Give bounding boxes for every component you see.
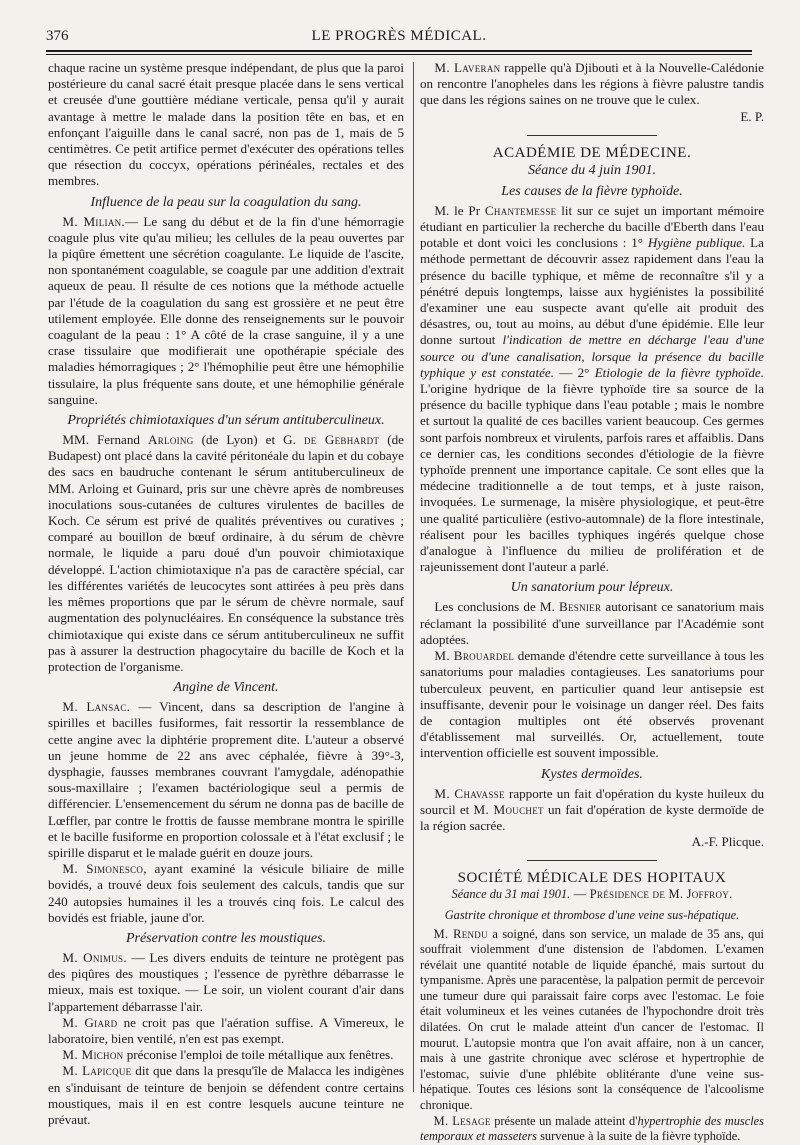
paragraph-onimus: M. Onimus. — Les divers enduits de teinture ne protègent pas des piqûres des moustiques ; l'essence de pyrèthre débarrasse le mieux, mais est toxique. — Le soir, un violent courant d'air dans l'appartement débarrasse l'air.	[48, 949, 404, 1014]
section-title-angine: Angine de Vincent.	[173, 680, 279, 696]
author-name: M. Brouardel	[434, 648, 515, 664]
paragraph-arloing: MM. Fernand Arloing (de Lyon) et G. de Gebhardt (de Budapest) ont placé dans la cavité péritonéale du lapin et du cobaye des sacs en baudruche contenant le sérum antituberculineux de MM. Arloing et Guinard, pris sur une chèvre après de nombreuses inoculations sous-cutanées de cultures virulentes de bacilles de Koch. Ce sérum est privé de qualités préventives ou curatives ; comparé au bouillon de bœuf ordinaire, à du sérum de chèvre normale, le liquide a paru doué d'un pouvoir chimiotaxique développé. L'action chimiotaxique n'a pas de caractère spécial, car les différentes variétés de leucocytes sont attirées à peu près dans les mêmes proportions que par le sérum de chèvre normale, sauf augmentation des polynucléaires. En conséquence la substance très chimiotaxique qui existe dans ce sérum antituberculineux ne suffit pas à assurer la destruction phagocytaire du bacille de Koch et la protection de l'organisme.	[48, 432, 404, 674]
author-name: M. Chavasse	[434, 785, 505, 801]
author-name: M. Lapicque	[62, 1063, 132, 1079]
paragraph-besnier: Les conclusions de M. Besnier autorisant ce sanatorium mais réclamant la possibilité d'une surveillance par l'Académie sont adoptées.	[420, 599, 764, 647]
section-separator	[527, 135, 657, 136]
paragraph-milian: M. Milian.— Le sang du début et de la fin d'une hémorragie coagule plus vite qu'au milieu; les cellules de la peau ouvertes par la piqûre émettent une sécrétion coagulante. Le liquide de l'ascite, non spontanément coagulable, se coagule par une addition d'extrait aqueux de peau. Il résulte de ces notions que la méthode actuelle par l'étude de la coagulation du sang est grossière et ne peut être utilement employée. Elle donne des renseignements sur le pouvoir coagulant de la peau : 1° A côté de la crase sanguine, il y a une crase tissulaire que modifierait une opothérapie spéciale des maladies hémorragiques ; 2° l'hémophilie peut être une hémophilie tissulaire, la plus fréquente sans doute, et une hémophilie générale sanguine.	[48, 213, 404, 407]
column-divider	[413, 62, 414, 1092]
signature-ep: E. P.	[740, 108, 764, 124]
author-name: M. Giard	[62, 1014, 118, 1030]
left-column	[48, 60, 404, 1128]
author-name: M. Onimus	[62, 949, 124, 965]
author-name: Arloing	[147, 432, 194, 448]
signature-plicque: A.-F. Plicque.	[691, 834, 764, 850]
section-title-moustiques: Préservation contre les moustiques.	[125, 930, 327, 946]
paragraph-lapicque: M. Lapicque dit que dans la presqu'île de Malacca les indigènes en s'induisant de teinture de benjoin se défendent contre certains moustiques, mais il en est contre lesquels aucune teinture ne prévaut.	[48, 1063, 404, 1127]
paragraph-chantemesse: M. le Pr Chantemesse lit sur ce sujet un important mémoire étudiant en particulier la recherche du bacille d'Eberth dans l'eau potable et dont voici les conclusions : 1° Hygiène publique. La méthode permettant de découvrir assez rapidement dans l'eau la présence du bacille typhique, et même de reconnaître s'il y a pénétré depuis longtemps, laisse aux hygiénistes la possibilité d'examiner une eau suspecte avant qu'elle ait produit des désastres, ou, tout au moins, au début d'une épidémie. Elle leur donne surtout l'indication de mettre en décharge l'eau d'une source ou d'une canalisation, lorsque la présence du bacille typhique y est constatée. — 2° Etiologie de la fièvre typhoïde. L'origine hydrique de la fièvre typhoïde tire sa source de la présence du bacille typhique dans l'eau potable ; mais le nombre et surtout la qualité de ces bacilles varient beaucoup. Ces germes sont parfois nombreux et virulents, parfois rares et affaiblis. Dans ce dernier cas, les conditions secondes d'étiologie de la fièvre typhoïde prennent une importance capitale. Ce sont elles que la médecine traditionnelle a de tout temps, et à juste raison, invoquées. Le surmenage, la misère physiologique, et peut-être une qualité particulière (estivo-automnale) de la flore intestinale, réalisent pour les bacilles typhiques ingérés quelque chose d'analogue à l'influence du milieu de prolifération et de rajeunissement dont l'auteur a parlé.	[420, 202, 765, 575]
section-title-chimiotaxiques: Propriétés chimiotaxiques d'un sérum antituberculineux.	[67, 413, 385, 429]
author-name: Chantemesse	[484, 202, 557, 218]
society-session-line: Séance du 31 mai 1901. — Présidence de M. Joffroy.	[451, 887, 733, 902]
author-name: M. Milian.	[62, 213, 125, 229]
page-header	[46, 28, 752, 48]
right-column	[420, 60, 764, 1145]
page-number: 376	[46, 28, 69, 44]
society-title: SOCIÉTÉ MÉDICALE DES HOPITAUX	[457, 870, 727, 887]
author-name: M. Lesage	[433, 1113, 491, 1128]
intro-paragraph: chaque racine un système presque indépendant, de plus que la paroi postérieure du canal sacré était presque placée dans le sens vertical et creusée d'une gouttière médiane verticale, pensa qu'il y aurait avantage à mettre le malade dans la position tête en bas, et en enfonçant l'aiguille dans le canal sacré, non pas de 1, mais de 5 centimètres. Ce petit artifice permet d'exécuter des opérations telles que résection du coccyx, opérations périnéales, rectales et des membres.	[48, 60, 404, 189]
section-title-sanatorium: Un sanatorium pour lépreux.	[510, 580, 674, 596]
paragraph-rendu: M. Rendu a soigné, dans son service, un malade de 35 ans, qui souffrait violemment d'une distension de l'abdomen. L'examen révélait une quantité notable de liquide épanché, mais surtout du tympanisme. Après une paracentèse, la palpation permit de percevoir une tumeur dure qui paraissait faire corps avec l'estomac. Le foie était volumineux et les veines cutanées de l'hypochondre droit très dilatées. On crut le malade atteint d'un cancer de l'estomac. Il mourut. L'autopsie montra que l'on avait affaire, non à un cancer, mais à une gastrite chronique avec sclérose et hypertrophie de l'estomac, suivie d'une phlébite oblitérante d'une veine sus-hépatique. Toutes ces lésions sont la conséquence de l'alcoolisme chronique.	[420, 926, 764, 1113]
author-name: M. Michon	[62, 1047, 124, 1063]
paragraph-laveran: M. Laveran rappelle qu'à Djibouti et à la Nouvelle-Calédonie on rencontre l'anopheles dans les régions à fièvre palustre tandis que dans les régions saines on ne trouve que le culex.	[420, 60, 764, 108]
author-name: M. Simonesco	[62, 861, 144, 877]
paragraph-lesage: M. Lesage présente un malade atteint d'hypertrophie des muscles temporaux et masseters survenue à la suite de la fièvre typhoïde.	[420, 1113, 765, 1144]
section-title-gastrite: Gastrite chronique et thrombose d'une veine sus-hépatique.	[444, 907, 740, 922]
paragraph-simonesco: M. Simonesco, ayant examiné la vésicule biliaire de mille bovidés, a trouvé deux fois seulement des calculs, tandis que sur 240 autopsies humaines il les a trouvés cinq fois. Le calcul des bovidés est friable, jaune d'or.	[48, 861, 405, 925]
section-title-typhoide: Les causes de la fièvre typhoïde.	[501, 183, 683, 199]
author-name: M. Mouchet	[473, 801, 544, 817]
header-rule-thin	[46, 54, 752, 55]
paragraph-brouardel: M. Brouardel demande d'étendre cette surveillance à tous les sanatoriums pour maladies contagieuses. Les sanatoriums pour tuberculeux peuvent, en particulier quand leur antisepsie est insuffisante, devenir pour le voisinage un danger réel. Des faits de contagion multiples ont été observés provenant d'établissement mal surveillés. Or, actuellement, toute intervention officielle est souvent impossible.	[420, 648, 764, 761]
paragraph-chavasse: M. Chavasse rapporte un fait d'opération du kyste huileux du sourcil et M. Mouchet un fait d'opération de kyste dermoïde de la région sacrée.	[420, 785, 764, 833]
paragraph-lansac: M. Lansac. — Vincent, dans sa description de l'angine à spirilles et bacilles fusiformes, fait ressortir la ressemblance de cette angine avec la diphtérie proprement dite. L'auteur a observé un jeune homme de 22 ans avec céphalée, fièvre à 39°-3, dysphagie, fausses membranes couvrant l'amygdale, adénopathie sous-maxillaire ; l'examen bactériologique seul a permis de différencier. L'ensemencement du sérum ne donna pas de bacille de Lœffler, par contre le frottis de fausse membrane montra le spirille et le bacille fusiforme en proportion colossale et à l'état exclusif ; le spirille disparut et le malade guérit en douze jours.	[48, 699, 405, 860]
paragraph-giard: M. Giard ne croit pas que l'aération suffise. A Vimereux, le laboratoire, bien ventilé, n'en est pas exempt.	[48, 1014, 404, 1046]
section-title-kystes: Kystes dermoïdes.	[541, 766, 643, 782]
academy-session-date: Séance du 4 juin 1901.	[528, 162, 656, 178]
author-name: M. Rendu	[433, 926, 488, 941]
section-title-coagulation: Influence de la peau sur la coagulation du sang.	[90, 194, 362, 210]
author-name: de Gebhardt	[303, 432, 380, 448]
author-name: Besnier	[558, 599, 602, 615]
author-name: M. Lansac.	[62, 699, 131, 715]
header-rule	[46, 50, 752, 52]
section-separator	[527, 860, 657, 861]
running-title: LE PROGRÈS MÉDICAL.	[311, 28, 487, 44]
paragraph-michon: M. Michon préconise l'emploi de toile métallique aux fenêtres.	[62, 1047, 394, 1063]
author-name: M. Laveran	[434, 60, 501, 75]
academy-title: ACADÉMIE DE MÉDECINE.	[492, 144, 692, 161]
